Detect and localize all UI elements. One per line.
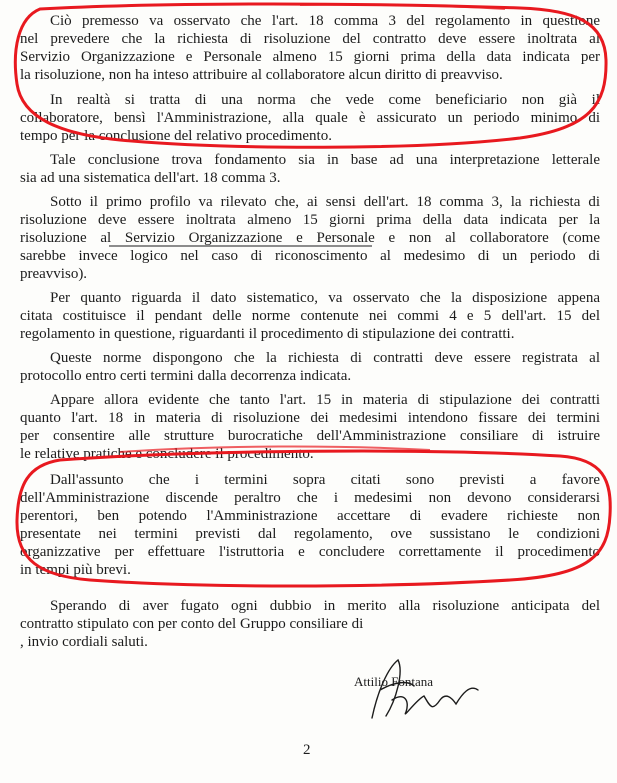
text-line: sarebbe invece logico nel caso di riconoscimento al medesimo di un periodo di [20, 248, 600, 264]
text-line: collaboratore, bensì l'Amministrazione, alla quale è assicurato un periodo minimo di [20, 110, 600, 126]
bleed-through-text [60, 702, 63, 718]
text-line: dell'Amministrazione discende peraltro che i medesimi non devono considerarsi [20, 490, 600, 506]
text-line: presentate nei termini previsti dal regolamento, ove sussistano le condizioni [20, 526, 600, 542]
text-line: , invio cordiali saluti. [20, 634, 148, 650]
page-number: 2 [303, 742, 311, 758]
text-line: perentori, ben potendo l'Amministrazione accettare di evadere richieste non [20, 508, 600, 524]
text-line: In realtà si tratta di una norma che vede come beneficiario non già il [50, 92, 600, 108]
text-line: sia ad una sistematica dell'art. 18 comma 3. [20, 170, 281, 186]
text-line: protocollo entro certi termini dalla decorrenza indicata. [20, 368, 352, 384]
text-line: Queste norme dispongono che la richiesta di contratti deve essere registrata al [50, 350, 600, 366]
text-line: tempo per la conclusione del relativo procedimento. [20, 128, 332, 144]
text-line: preavviso). [20, 266, 88, 282]
text-line: contratto stipulato con per conto del Gruppo consiliare di [20, 616, 364, 632]
text-line: risoluzione deve essere inoltrata almeno 15 giorni prima della data indicata per la [20, 212, 600, 228]
text-line: organizzative per effettuare l'istruttoria e concludere correttamente il procedimento [20, 544, 600, 560]
text-line: la risoluzione, non ha inteso attribuire al collaboratore alcun diritto di preavviso. [20, 67, 503, 83]
text-line: Dall'assunto che i termini sopra citati sono previsti a favore [50, 472, 600, 488]
text-line: nel prevedere che la richiesta di risoluzione del contratto deve essere inoltrata al [20, 31, 600, 47]
text-line: Sotto il primo profilo va rilevato che, ai sensi dell'art. 18 comma 3, la richiesta di [50, 194, 600, 210]
text-line: in tempi più brevi. [20, 562, 131, 578]
text-line: le relative pratiche e concludere il procedimento. [20, 446, 314, 462]
text-line: per consentire alle strutture burocratiche dell'Amministrazione consiliare di istruire [20, 428, 600, 444]
text-line: Sperando di aver fugato ogni dubbio in merito alla risoluzione anticipata del [50, 598, 600, 614]
text-line: quanto l'art. 18 in materia di risoluzione dei medesimi intendono fissare dei termini [20, 410, 600, 426]
text-line: Per quanto riguarda il dato sistematico, va osservato che la disposizione appena [50, 290, 600, 306]
signature-name: Attilio Fontana [354, 674, 434, 689]
text-line: Appare allora evidente che tanto l'art. 15 in materia di stipulazione dei contratti [50, 392, 600, 408]
text-line: risoluzione al Servizio Organizzazione e Personale e non al collaboratore (come [20, 230, 600, 246]
text-line: Tale conclusione trova fondamento sia in base ad una interpretazione letterale [50, 152, 600, 168]
text-line: Servizio Organizzazione e Personale almeno 15 giorni prima della data indicata per [20, 49, 600, 65]
text-line: Ciò premesso va osservato che l'art. 18 comma 3 del regolamento in questione [50, 13, 600, 29]
text-line: regolamento in questione, riguardanti il procedimento di stipulazione dei contratti. [20, 326, 515, 342]
text-line: citata costituisce il pendant delle norme contenute nei commi 4 e 5 dell'art. 15 del [20, 308, 600, 324]
